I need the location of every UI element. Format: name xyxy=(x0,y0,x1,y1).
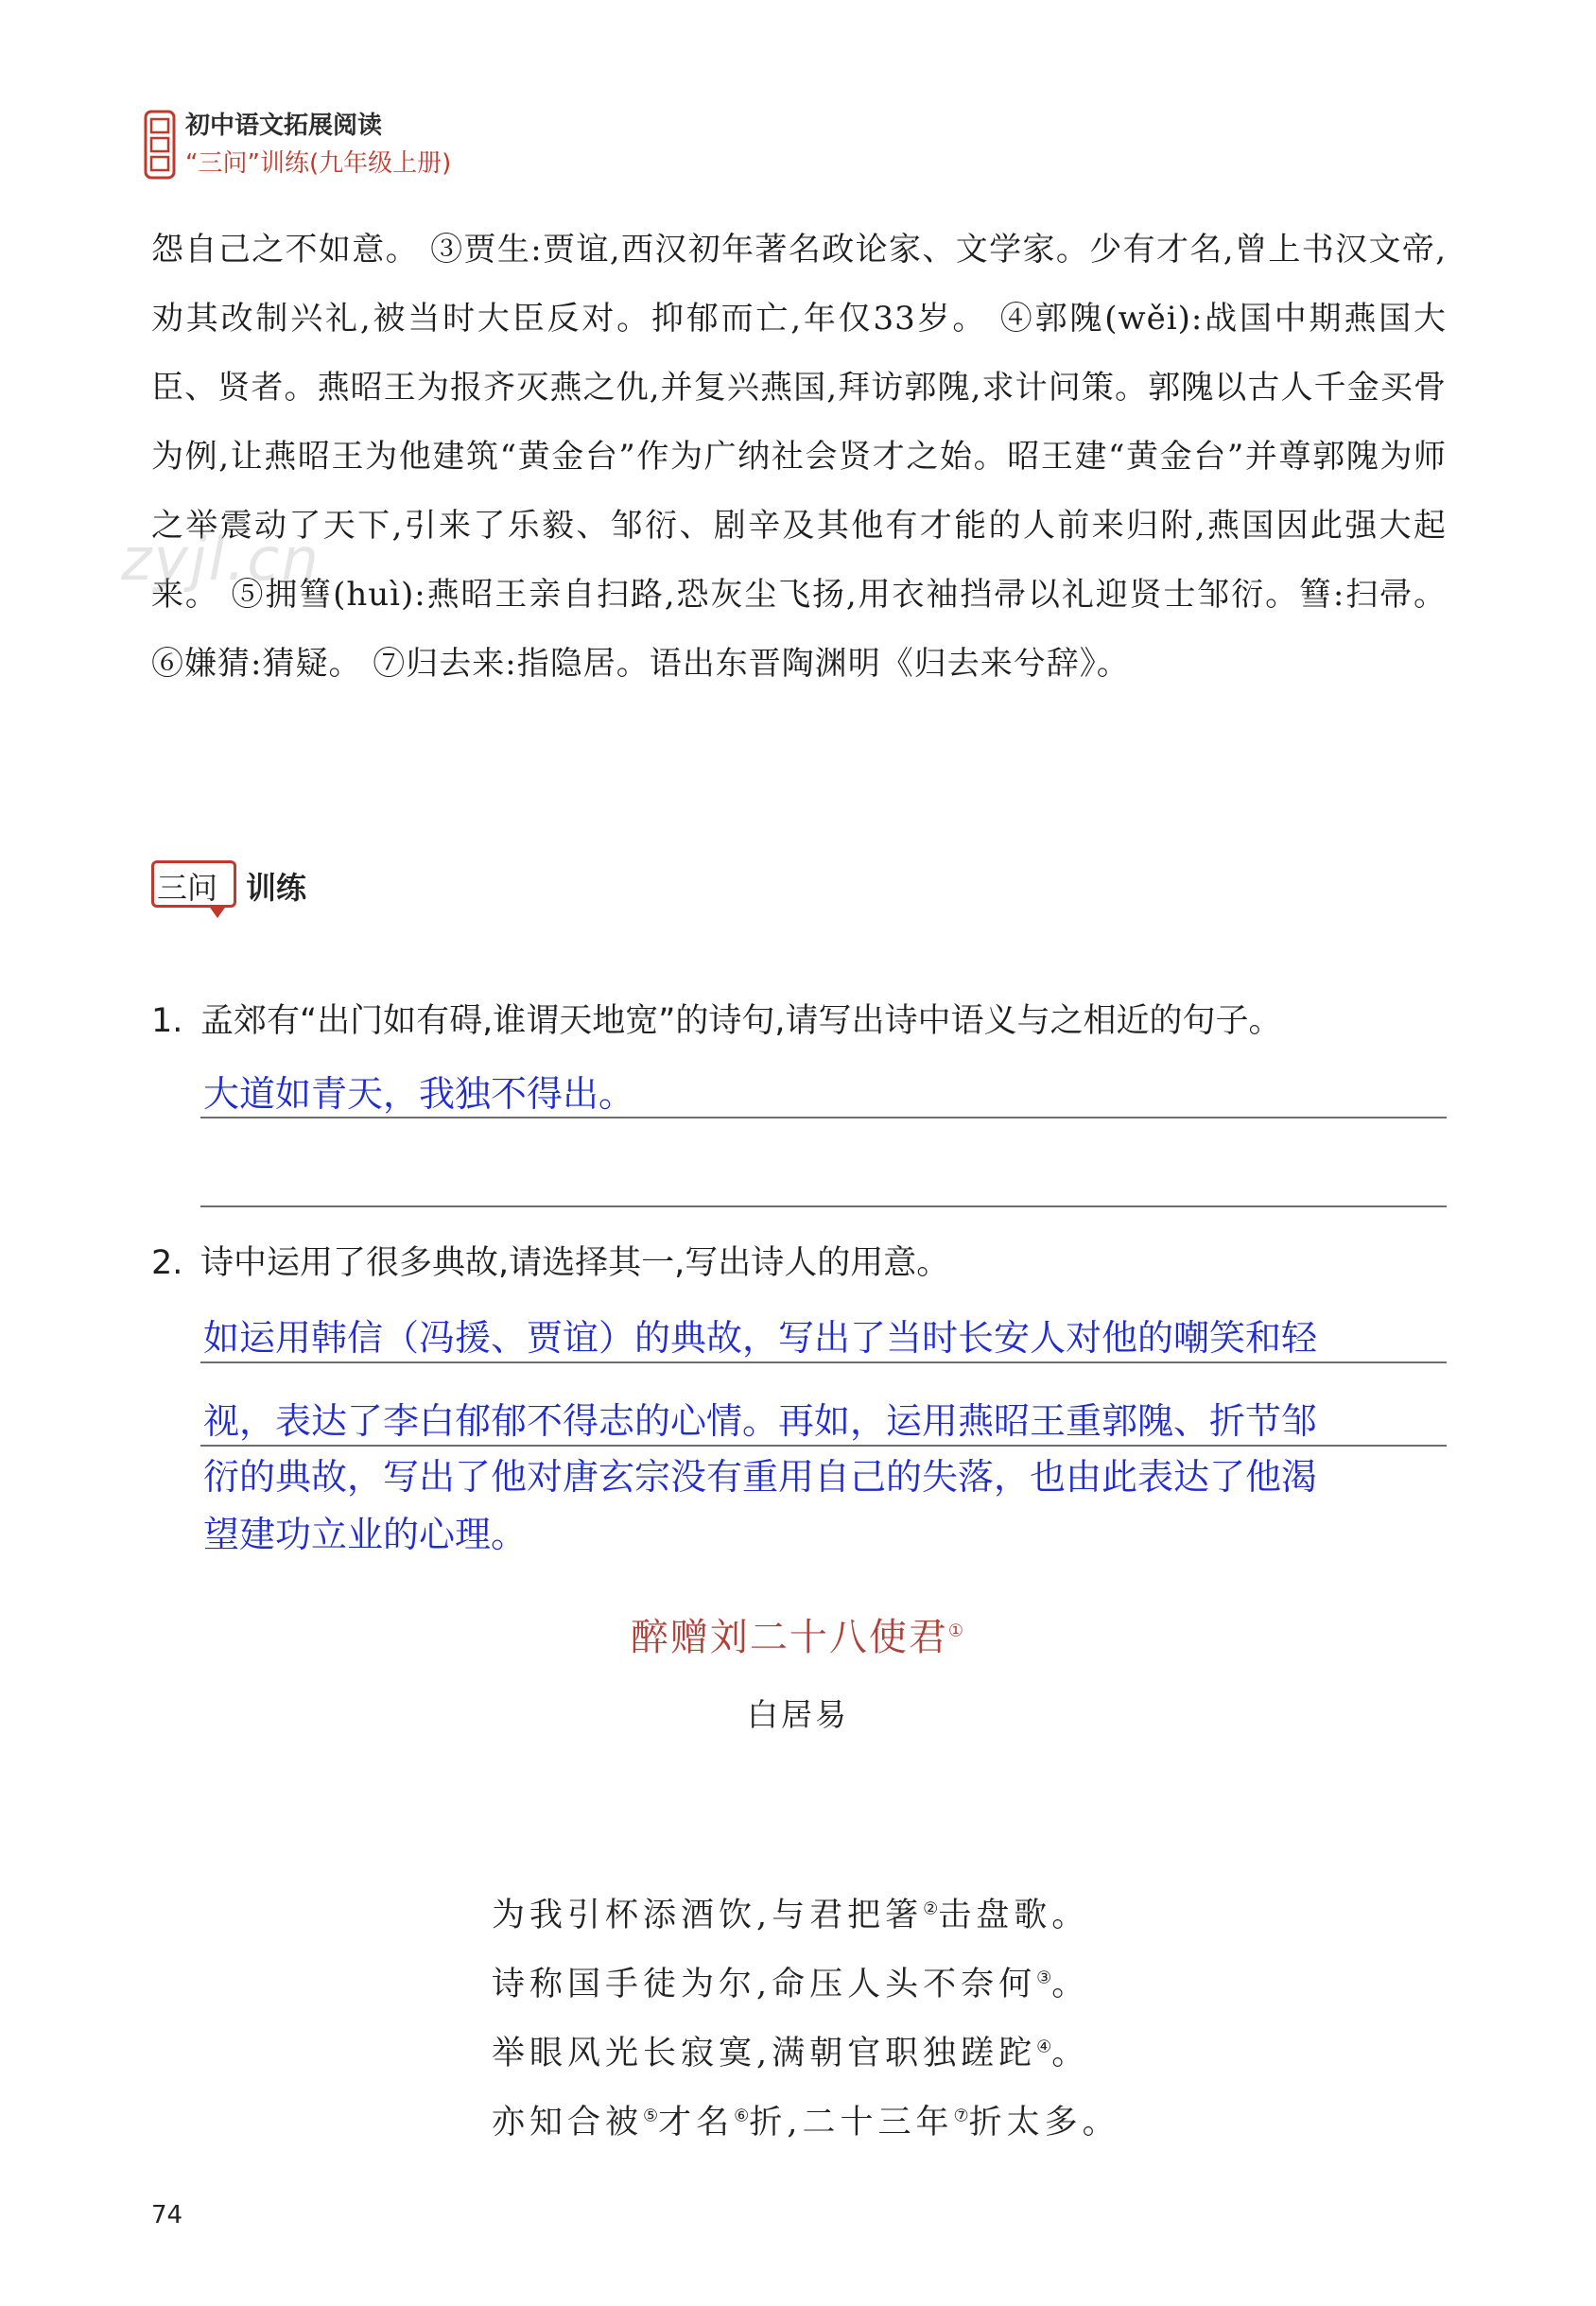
answer-rule xyxy=(200,1361,1447,1363)
question-number: 2. xyxy=(151,1244,183,1282)
footnote-marker: ③ xyxy=(1036,1968,1052,1988)
answer-2-line-1: 如运用韩信（冯援、贾谊）的典故，写出了当时长安人对他的嘲笑和轻 xyxy=(203,1317,1318,1359)
book-title: “三问”训练(九年级上册) xyxy=(185,149,452,178)
answer-rule xyxy=(200,1445,1447,1447)
footnote-marker: ⑥ xyxy=(734,2106,750,2126)
answer-2-line-2: 视，表达了李白郁郁不得志的心情。再如，运用燕昭王重郭隗、折节邹 xyxy=(203,1400,1318,1442)
footnote-marker: ⑤ xyxy=(643,2106,659,2126)
footnote-marker: ④ xyxy=(1036,2037,1052,2057)
poem-line-1: 为我引杯添酒饮,与君把箸②击盘歌。 xyxy=(492,1897,1090,1934)
footnote-marker: ① xyxy=(947,1621,966,1641)
section-label: 训练 xyxy=(246,870,307,906)
question-text: 孟郊有“出门如有碍,谁谓天地宽”的诗句,请写出诗中语义与之相近的句子。 xyxy=(200,1002,1282,1040)
footnote-marker: ② xyxy=(923,1899,939,1919)
answer-rule xyxy=(200,1117,1447,1118)
page-number: 74 xyxy=(151,2201,183,2229)
book-logo-icon xyxy=(144,110,176,180)
answer-2-line-3: 衍的典故，写出了他对唐玄宗没有重用自己的失落，也由此表达了他渴 xyxy=(203,1456,1318,1498)
question-text: 诗中运用了很多典故,请选择其一,写出诗人的用意。 xyxy=(200,1244,950,1282)
question-1 xyxy=(151,995,1282,1042)
watermark: zyjl.cn xyxy=(121,525,321,594)
section-badge-text: 三问 xyxy=(157,870,218,906)
answer-2-line-4: 望建功立业的心理。 xyxy=(203,1514,528,1555)
poem-author: 白居易 xyxy=(747,1696,849,1733)
poem-line-2: 诗称国手徒为尔,命压人头不奈何③。 xyxy=(492,1966,1090,2003)
answer-rule xyxy=(200,1205,1447,1207)
poem-line-3: 举眼风光长寂寞,满朝官职独蹉跎④。 xyxy=(492,2035,1090,2072)
poem-title: 醉赠刘二十八使君① xyxy=(630,1616,966,1659)
series-title: 初中语文拓展阅读 xyxy=(185,112,383,140)
poem-line-4: 亦知合被⑤才名⑥折,二十三年⑦折太多。 xyxy=(492,2104,1120,2141)
question-number: 1. xyxy=(151,1002,183,1040)
footnote-marker: ⑦ xyxy=(953,2106,969,2126)
annotation-notes xyxy=(151,216,1447,699)
question-2 xyxy=(151,1237,949,1284)
notes-paragraph: 怨自己之不如意。 ③贾生:贾谊,西汉初年著名政论家、文学家。少有才名,曾上书汉文帝,劝其改制兴礼,被当时大臣反对。抑郁而亡,年仅33岁。 ④郭隗(wěi):战国中期燕国大臣、贤者。燕昭王为报齐灭燕之仇,并复兴燕国,拜访郭隗,求计问策。郭隗以古人千金买骨为例,让燕昭王为他建筑“黄金台”作为广纳社会贤才之始。昭王建“黄金台”并尊郭隗为师之举震动了天下,引来了乐毅、邹衍、剧辛及其他有才能的人前来归附,燕国因此强大起来。 ⑤拥篲(huì):燕昭王亲自扫路,恐灰尘飞扬,用衣袖挡帚以礼迎贤士邹衍。篲:扫帚。 ⑥嫌猜:猜疑。 ⑦归去来:指隐居。语出东晋陶渊明《归去来兮辞》。 xyxy=(151,231,1447,683)
answer-1-line-1: 大道如青天，我独不得出。 xyxy=(203,1073,635,1115)
